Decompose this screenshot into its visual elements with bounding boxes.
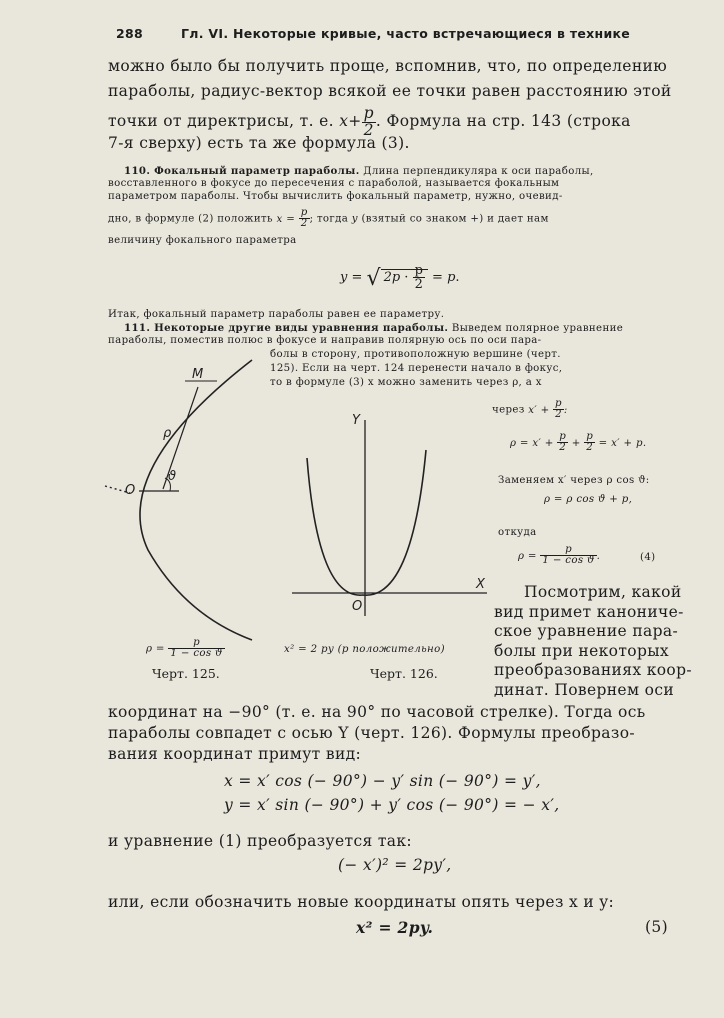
or-if-text: или, если обозначить новые координаты опять через x и y:: [108, 893, 615, 911]
rhs-line-3: ское уравнение пара-: [494, 622, 679, 640]
intro-line-1: можно было бы получить проще, вспомнив, что, по определению: [108, 57, 668, 75]
label-theta: ϑ: [168, 469, 177, 484]
rhs-line-5: преобразованиях коор-: [494, 661, 692, 679]
formula-x-eq-p-half: x = $\frac{p}{2}$: [276, 207, 308, 230]
intro-line-3-rest: . Формула на стр. 143 (строка: [375, 112, 631, 130]
caption-126-formula: x² = 2 py (p положительно): [284, 644, 445, 655]
section-110-conclusion: Итак, фокальный параметр параболы равен ее параметру.: [108, 309, 445, 320]
section-111-line-5: то в формуле (3) x можно заменить через ρ, а x: [270, 377, 542, 388]
formula-rho-sum: ρ = x′ + $\frac{p}{2}$ + $\frac{p}{2}$ = x′ + p.: [510, 431, 647, 454]
section-111-line-3: болы в сторону, противоположную вершине (черт.: [270, 349, 561, 360]
parabola-126-curve: [307, 450, 426, 595]
section-110-line-3: параметром параболы. Чтобы вычислить фокальный параметр, нужно, очевид-: [108, 191, 563, 202]
intro-line-4: 7-я сверху) есть та же формула (3).: [108, 134, 410, 152]
rhs-line-1: Посмотрим, какой: [524, 583, 682, 601]
formula-5: x² = 2py.: [356, 918, 434, 937]
formula-y-transform: y = x′ sin (− 90°) + y′ cos (− 90°) = − x′,: [224, 796, 560, 814]
section-110-line-4: дно, в формуле (2) положить x = $\frac{p}{2}$ ; тогда y (взятый со знаком +) и дает нам: [108, 207, 549, 230]
label-Y: Y: [352, 413, 360, 428]
formula-5-number: (5): [645, 918, 669, 936]
rhs-line-4: болы при некоторых: [494, 642, 670, 660]
and-equation-text: и уравнение (1) преобразуется так:: [108, 832, 413, 850]
section-111-line-4: 125). Если на черт. 124 перенести начало в фокус,: [270, 363, 563, 374]
section-110-line-1-text: Длина перпендикуляра к оси параболы,: [363, 166, 594, 177]
section-111-heading: 111. Некоторые другие виды уравнения параболы.: [124, 322, 449, 334]
whence-text: откуда: [498, 527, 537, 538]
section-110-line-4-rest: (взятый со знаком +) и дает нам: [361, 213, 549, 225]
replace-line: Заменяем x′ через ρ cos ϑ:: [498, 475, 650, 486]
section-110-line-2: восставленного в фокусе до пересечения с параболой, называется фокальным: [108, 178, 560, 189]
section-111-line-1-text: Выведем полярное уравнение: [451, 323, 624, 334]
full-line-3: вания координат примут вид:: [108, 745, 362, 763]
formula-rho-cos: ρ = ρ cos ϑ + p,: [544, 494, 633, 505]
caption-126: Черт. 126.: [370, 666, 438, 681]
rhs-line-6: динат. Повернем оси: [494, 681, 675, 699]
page-number: 288: [116, 26, 143, 41]
caption-125-den: 1 − cos ϑ: [170, 648, 223, 660]
intro-line-3-text: точки от директрисы, т. е.: [108, 112, 334, 130]
formula-4-number: (4): [640, 552, 656, 563]
caption-125: Черт. 125.: [152, 666, 220, 681]
label-O-126: O: [352, 599, 363, 614]
section-111-line-2: параболы, поместив полюс в фокусе и направив полярную ось по оси пара-: [108, 335, 542, 346]
label-M: M: [192, 367, 204, 382]
formula-x-plus-p-half: x+ $\frac{p}{2}$: [339, 104, 374, 139]
label-rho: ρ: [163, 426, 172, 441]
section-110-heading: 110. Фокальный параметр параболы.: [124, 165, 360, 177]
through-line: через x′ + $\frac{p}{2}$ :: [492, 398, 568, 421]
label-X: X: [476, 577, 485, 592]
formula-focal-parameter: y = √ 2p · $\frac{p}{2}$ = p.: [340, 263, 460, 292]
chapter-title: Гл. VI. Некоторые кривые, часто встречающиеся в технике: [181, 26, 631, 41]
formula-4: ρ = $\frac{p}{\text{1 − cos ϑ}}$ .: [518, 544, 601, 567]
full-line-2: параболы совпадет с осью Y (черт. 126). Формулы преобразо-: [108, 724, 635, 742]
intro-line-2: параболы, радиус-вектор всякой ее точки равен расстоянию этой: [108, 82, 672, 100]
label-O-125: O: [125, 483, 136, 498]
formula-x-transform: x = x′ cos (− 90°) − y′ sin (− 90°) = y′,: [224, 772, 541, 790]
caption-125-num: p: [168, 638, 224, 649]
section-110-line-4-text: дно, в формуле (2) положить: [108, 213, 273, 225]
caption-125-lhs: ρ =: [146, 643, 165, 655]
rhs-line-2: вид примет канониче-: [494, 603, 684, 621]
through-text: через: [492, 404, 525, 416]
section-110-line-4-mid: ; тогда: [309, 213, 349, 225]
section-110-line-5: величину фокального параметра: [108, 235, 297, 246]
full-line-1: координат на −90° (т. е. на 90° по часовой стрелке). Тогда ось: [108, 703, 646, 721]
formula-transformed: (− x′)² = 2py′,: [338, 856, 452, 874]
